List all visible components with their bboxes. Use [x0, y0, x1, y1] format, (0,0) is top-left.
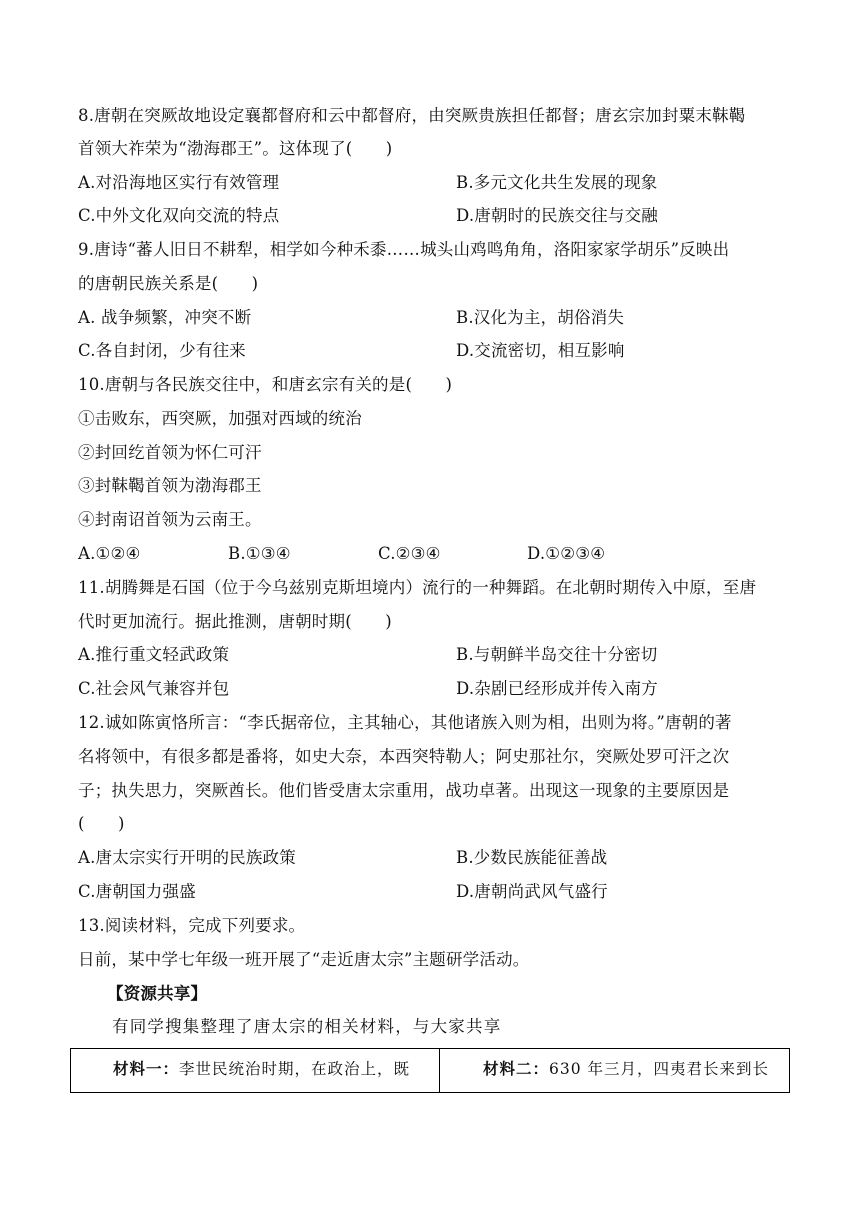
- q12-stem-line2: 名将领中，有很多都是番将，如史大奈，本西突特勒人；阿史那社尔，突厥处罗可汗之次: [78, 747, 730, 766]
- q10-item-4: ④封南诏首领为云南王。: [78, 510, 262, 529]
- q8-stem-line2: 首领大祚荣为“渤海郡王”。这体现了( ): [78, 139, 393, 158]
- q8-option-a: A.对沿海地区实行有效管理: [78, 173, 280, 192]
- q9-option-row2: [78, 340, 625, 362]
- material-2-label: 材料二：: [483, 1059, 550, 1078]
- q9-option-c: C.各自封闭，少有往来: [78, 341, 246, 360]
- q11-option-a: A.推行重文轻武政策: [78, 645, 230, 664]
- q12-option-a: A.唐太宗实行开明的民族政策: [78, 848, 296, 867]
- q9-stem-line1: 9.唐诗“蕃人旧日不耕犁，相学如今种禾黍……城头山鸡鸣角角，洛阳家家学胡乐”反映出: [78, 240, 730, 259]
- q12-option-row1: [78, 847, 608, 869]
- material-1-cell: [113, 1057, 410, 1079]
- q9-option-b: B.汉化为主，胡俗消失: [456, 308, 625, 327]
- q8-option-row2: [78, 205, 658, 227]
- q10-item-1: ①击败东，西突厥，加强对西域的统治: [78, 409, 362, 428]
- table-divider: [439, 1049, 440, 1092]
- q13-resource-intro: 有同学搜集整理了唐太宗的相关材料，与大家共享: [112, 1017, 502, 1036]
- material-1-label: 材料一：: [113, 1059, 180, 1078]
- q13-stem: 13.阅读材料，完成下列要求。: [78, 916, 306, 935]
- q9-option-a: A. 战争频繁，冲突不断: [78, 308, 252, 327]
- q10-option-a: A.①②④: [78, 544, 141, 563]
- q12-stem-line3: 子；执失思力，突厥酋长。他们皆受唐太宗重用，战功卓著。出现这一现象的主要原因是: [78, 781, 730, 800]
- q10-option-row: [78, 543, 778, 565]
- q12-option-b: B.少数民族能征善战: [456, 848, 608, 867]
- material-2-text: 630 年三月，四夷君长来到长: [549, 1060, 770, 1078]
- q11-stem-line1: 11.胡腾舞是石国（位于今乌兹别克斯坦境内）流行的一种舞蹈。在北朝时期传入中原，至唐: [78, 578, 757, 597]
- q10-option-b: B.①③④: [228, 544, 291, 563]
- q11-option-c: C.社会风气兼容并包: [78, 679, 230, 698]
- q8-option-row1: [78, 172, 658, 194]
- q9-option-d: D.交流密切，相互影响: [456, 341, 625, 360]
- q8-option-c: C.中外文化双向交流的特点: [78, 206, 280, 225]
- materials-table: [70, 1048, 790, 1093]
- q12-option-row2: [78, 881, 608, 903]
- q9-stem-line2: 的唐朝民族关系是( ): [78, 274, 259, 293]
- q10-item-2: ②封回纥首领为怀仁可汗: [78, 443, 262, 462]
- q12-stem-line4: ( ): [78, 814, 125, 833]
- q10-option-d: D.①②③④: [527, 544, 606, 563]
- q13-section-title: 【资源共享】: [107, 984, 208, 1003]
- q8-option-b: B.多元文化共生发展的现象: [456, 173, 658, 192]
- q11-stem-line2: 代时更加流行。据此推测，唐朝时期( ): [78, 612, 392, 631]
- q11-option-d: D.杂剧已经形成并传入南方: [456, 679, 658, 698]
- q10-stem: 10.唐朝与各民族交往中，和唐玄宗有关的是( ): [78, 375, 453, 394]
- q11-option-b: B.与朝鲜半岛交往十分密切: [456, 645, 658, 664]
- q10-item-3: ③封靺鞨首领为渤海郡王: [78, 476, 262, 495]
- q8-option-d: D.唐朝时的民族交往与交融: [456, 206, 658, 225]
- material-1-text: 李世民统治时期，在政治上，既: [179, 1060, 411, 1078]
- q8-stem-line1: 8.唐朝在突厥故地设定襄都督府和云中都督府，由突厥贵族担任都督；唐玄宗加封粟末靺鞨: [78, 106, 746, 125]
- q12-stem-line1: 12.诚如陈寅恪所言：“李氏据帝位，主其轴心，其他诸族入则为相，出则为将。”唐朝的著: [78, 713, 732, 732]
- q10-option-c: C.②③④: [378, 544, 441, 563]
- q13-intro: 日前，某中学七年级一班开展了“走近唐太宗”主题研学活动。: [78, 950, 530, 969]
- q11-option-row1: [78, 644, 658, 666]
- q12-option-d: D.唐朝尚武风气盛行: [456, 882, 608, 901]
- q11-option-row2: [78, 678, 658, 700]
- q9-option-row1: [78, 307, 625, 329]
- q12-option-c: C.唐朝国力强盛: [78, 882, 196, 901]
- material-2-cell: [483, 1057, 769, 1079]
